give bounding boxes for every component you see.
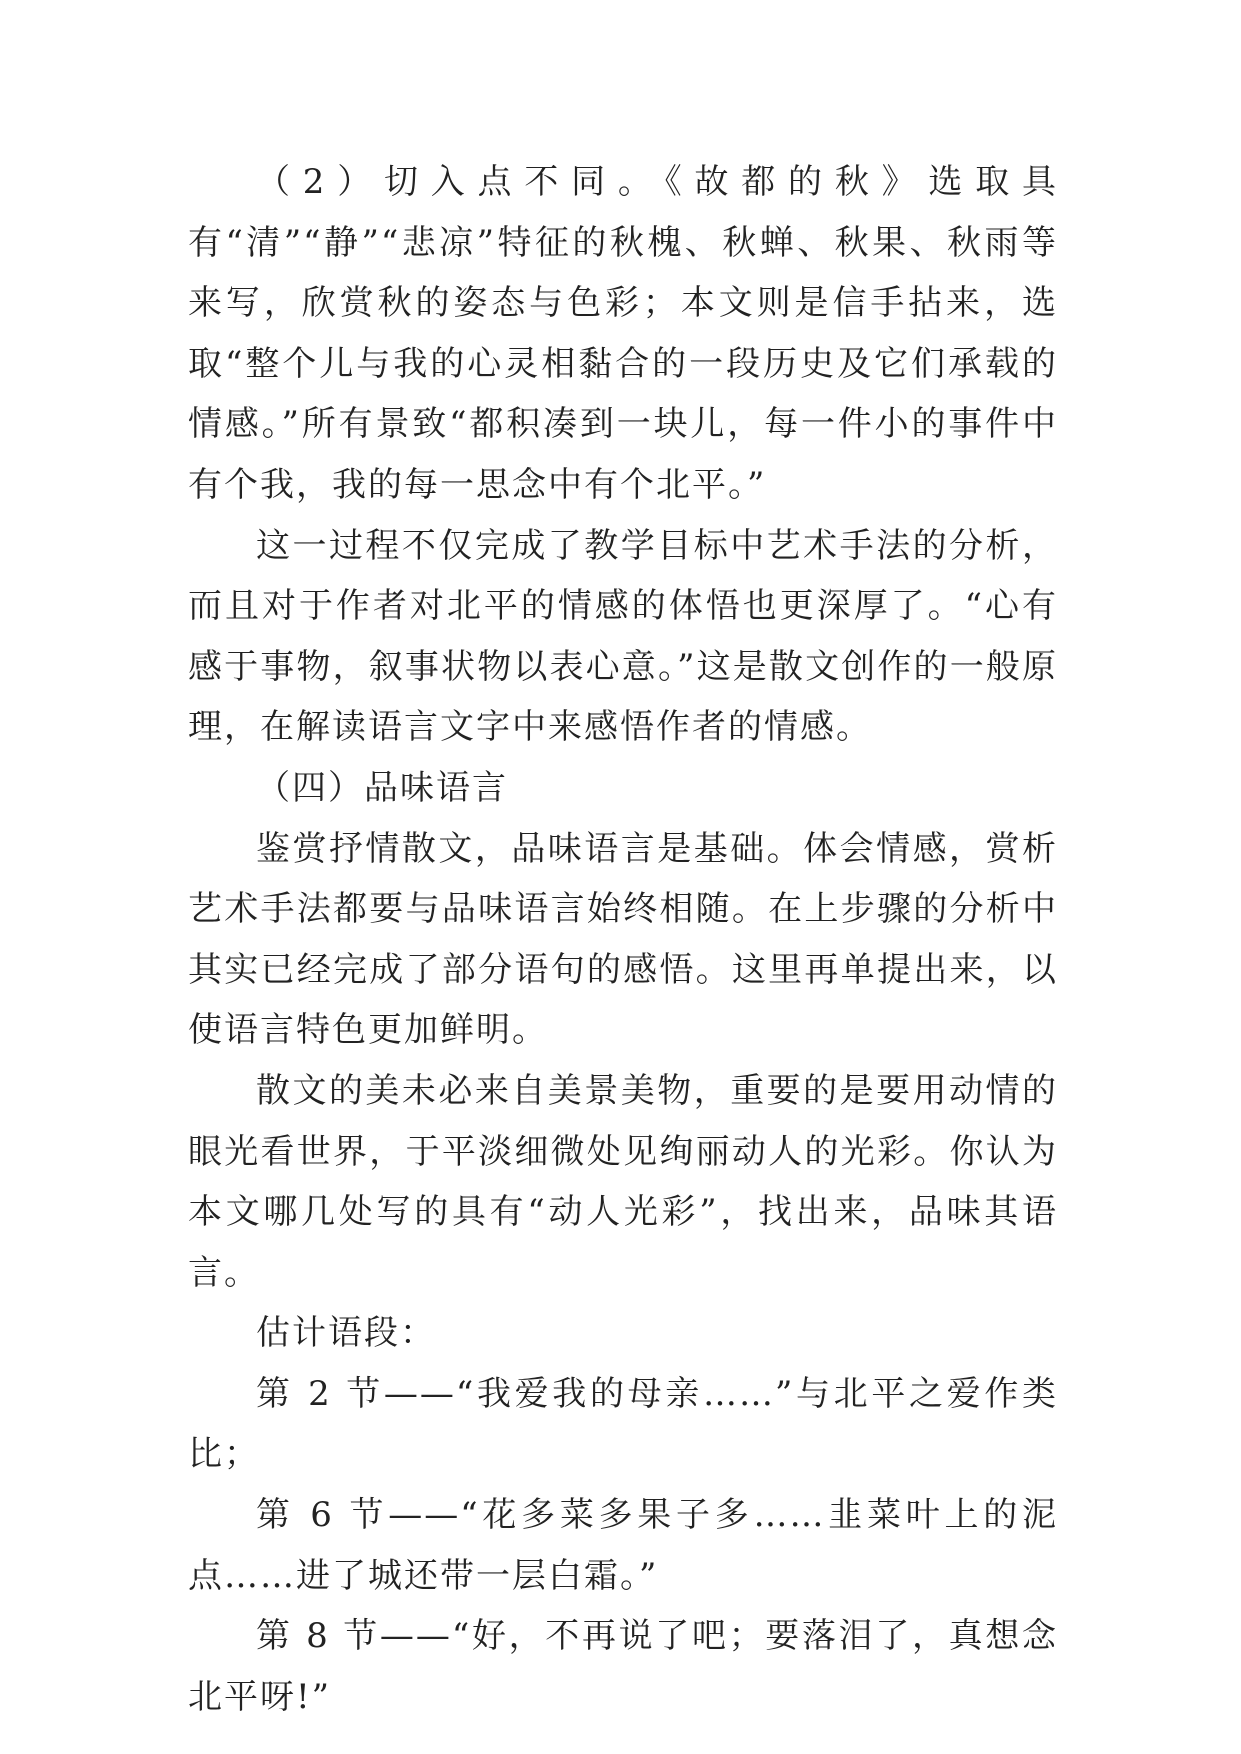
paragraph-section-8: 第 8 节——“好，不再说了吧；要落泪了，真想念北平呀!” [188,1616,1058,1717]
paragraph-appreciation: 鉴赏抒情散文，品味语言是基础。体会情感，赏析艺术手法都要与品味语言始终相随。在上步骤的分析中其实已经完成了部分语句的感悟。这里再单提出来，以使语言特色更加鲜明。 [188,828,1058,1051]
paragraph-section-2: 第 2 节——“我爱我的母亲……”与北平之爱作类比； [188,1373,1058,1475]
paragraph-entry-point: （2）切入点不同。《故都的秋》选取具有“清”“静”“悲凉”特征的秋槐、秋蝉、秋果、秋雨等来写，欣赏秋的姿态与色彩；本文则是信手拈来，选取“整个儿与我的心灵相黏合的一段历史及它们承载的情感。”所有景致“都积凑到一块儿，每一件小的事件中有个我，我的每一思念中有个北平。” [188,162,1058,505]
paragraph-section-6: 第 6 节——“花多菜多果子多……韭菜叶上的泥点……进了城还带一层白霜。” [188,1495,1058,1596]
body-text [188,152,1058,1727]
paragraph-process: 这一过程不仅完成了教学目标中艺术手法的分析，而且对于作者对北平的情感的体悟也更深厚了。“心有感于事物，叙事状物以表心意。”这是散文创作的一般原理，在解读语言文字中来感悟作者的情感。 [188,525,1058,748]
paragraph-estimate: 估计语段： [256,1313,436,1354]
section-heading-language: （四）品味语言 [256,767,508,808]
paragraph-beauty: 散文的美未必来自美景美物，重要的是要用动情的眼光看世界，于平淡细微处见绚丽动人的光彩。你认为本文哪几处写的具有“动人光彩”，找出来，品味其语言。 [188,1070,1058,1293]
